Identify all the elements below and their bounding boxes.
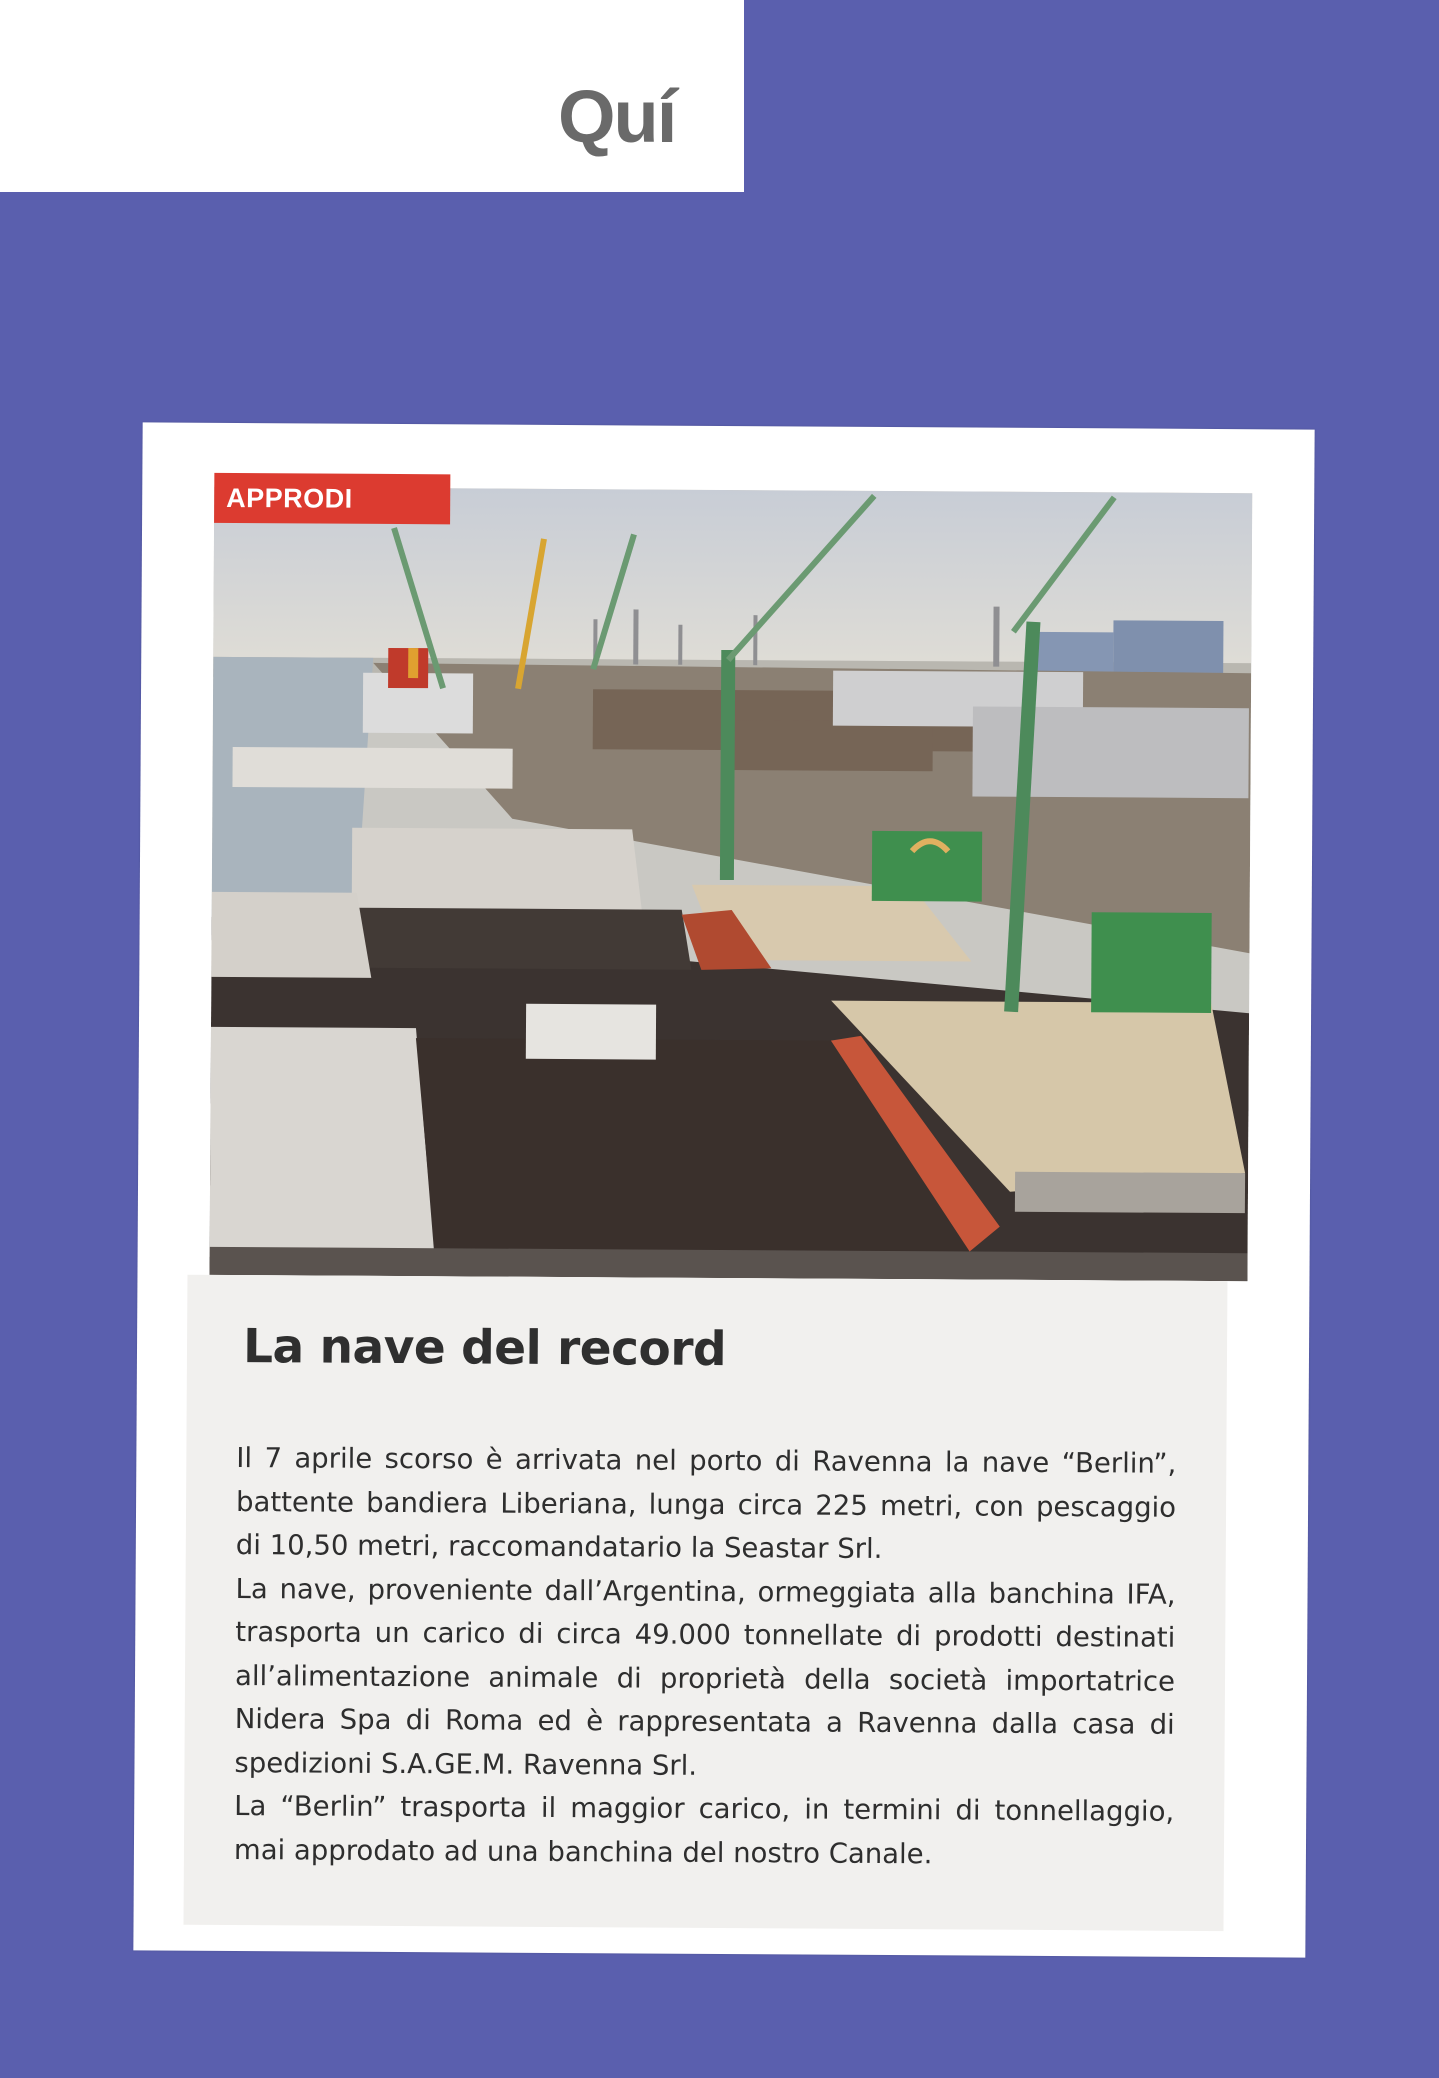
article-paragraph: La nave, proveniente dall’Argentina, ormeggiata alla banchina IFA, trasporta un carico di circa 49.000 tonnellate di prodotti destinati all’alimentazione animale di proprietà della società importatrice Nidera Spa di Roma ed è rappresentata a Ravenna dalla casa di spedizioni S.A.GE.M. Ravenna Srl. — [234, 1572, 1176, 1782]
section-tag: APPRODI — [214, 473, 450, 524]
publication-logo — [558, 62, 675, 172]
logo-text: Quí — [558, 75, 676, 158]
article-paragraph: La “Berlin” trasporta il maggior carico, in termini di tonnellaggio, mai approdato ad una banchina del nostro Canale. — [233, 1790, 1175, 1870]
masthead — [0, 0, 744, 192]
cargo-ship-port-illustration — [209, 487, 1252, 1281]
article-text-box — [184, 1275, 1228, 1931]
article-paragraph: Il 7 aprile scorso è arrivata nel porto di Ravenna la nave “Berlin”, battente bandiera Liberiana, lunga circa 225 metri, con pescaggio di 10,50 metri, raccomandatario la Seastar Srl. — [235, 1442, 1177, 1565]
article-body — [234, 1437, 1177, 1878]
article-headline: La nave del record — [242, 1319, 727, 1378]
newspaper-clipping — [133, 422, 1314, 1957]
ship-photo — [209, 487, 1252, 1281]
